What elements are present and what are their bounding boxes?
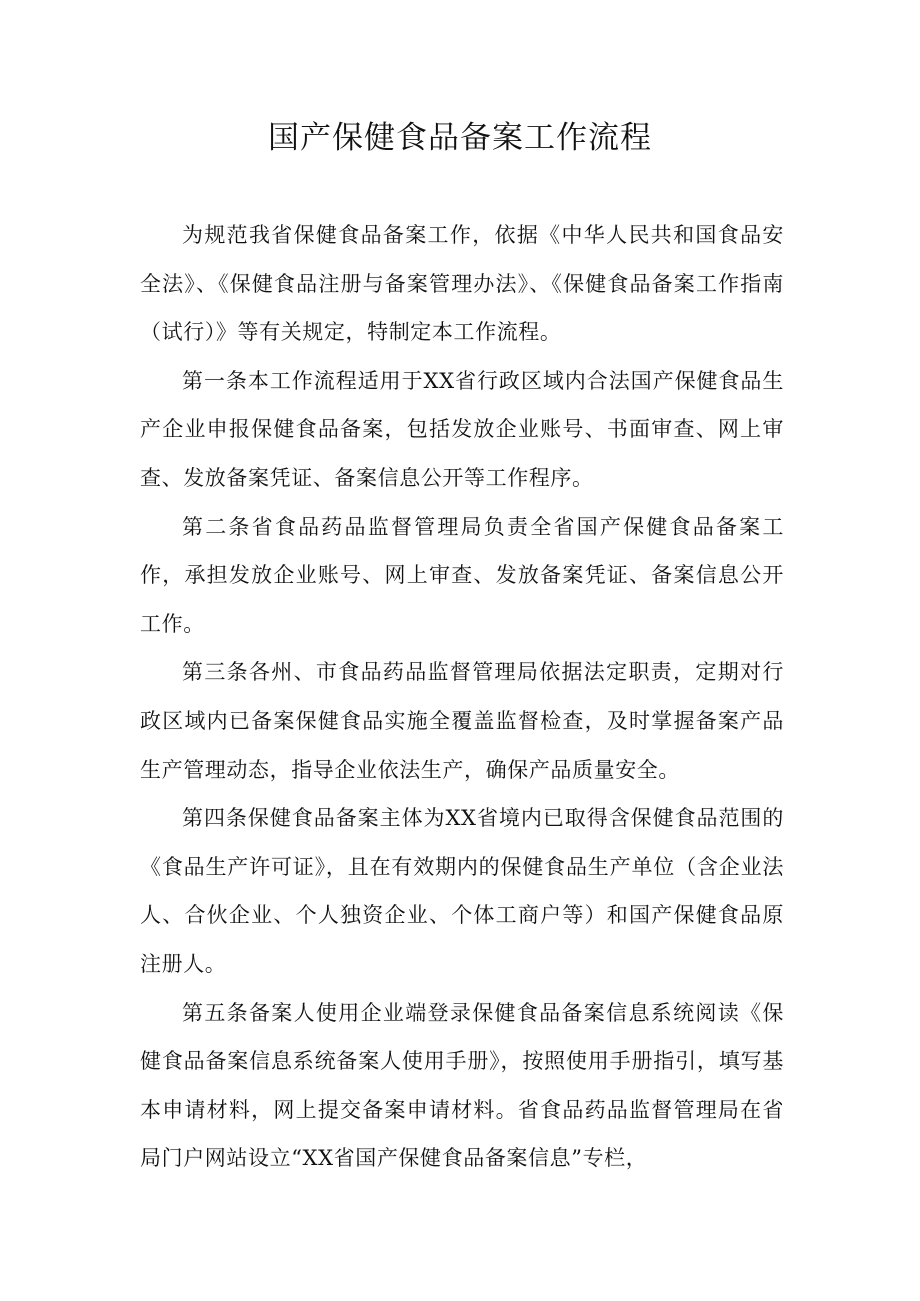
- document-title: 国产保健食品备案工作流程: [268, 120, 652, 156]
- document-body: [140, 211, 784, 1183]
- paragraph-article-3: 第三条各州、市食品药品监督管理局依据法定职责，定期对行政区域内已备案保健食品实施全覆盖监督检查，及时掌握备案产品生产管理动态，指导企业依法生产，确保产品质量安全。: [140, 660, 784, 782]
- paragraph-article-4: 第四条保健食品备案主体为XX省境内已取得含保健食品范围的《食品生产许可证》，且在有效期内的保健食品生产单位（含企业法人、合伙企业、个人独资企业、个体工商户等）和国产保健食品原注册人。: [140, 806, 784, 976]
- paragraph-article-5: 第五条备案人使用企业端登录保健食品备案信息系统阅读《保健食品备案信息系统备案人使用手册》，按照使用手册指引，填写基本申请材料，网上提交备案申请材料。省食品药品监督管理局在省局门户网站设立“XX省国产保健食品备案信息”专栏，: [140, 1000, 784, 1171]
- paragraph-article-1: 第一条本工作流程适用于XX省行政区域内合法国产保健食品生产企业申报保健食品备案，包括发放企业账号、书面审查、网上审查、发放备案凭证、备案信息公开等工作程序。: [140, 368, 784, 490]
- paragraph-preamble: 为规范我省保健食品备案工作，依据《中华人民共和国食品安全法》、《保健食品注册与备案管理办法》、《保健食品备案工作指南（试行）》等有关规定，特制定本工作流程。: [140, 223, 784, 345]
- paragraph-article-2: 第二条省食品药品监督管理局负责全省国产保健食品备案工作，承担发放企业账号、网上审查、发放备案凭证、备案信息公开工作。: [140, 514, 784, 636]
